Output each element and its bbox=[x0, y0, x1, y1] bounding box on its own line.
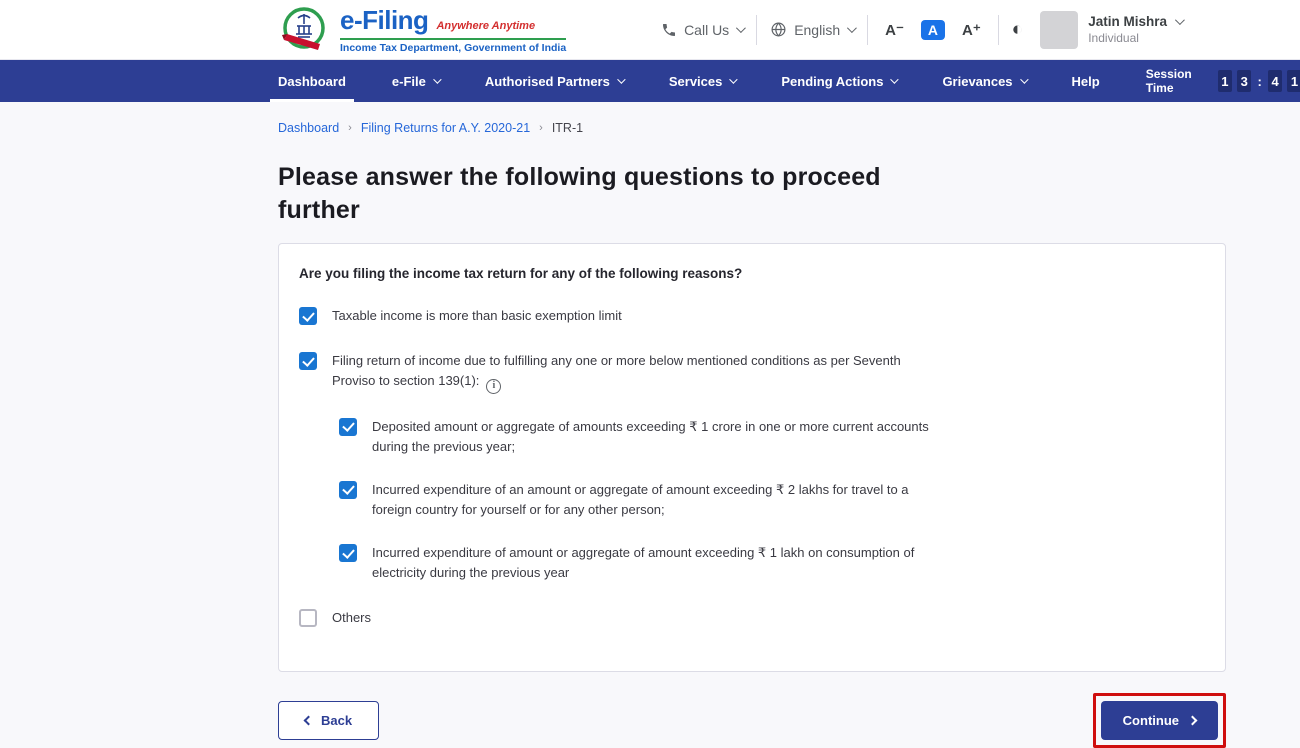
question-text: Are you filing the income tax return for any of the following reasons? bbox=[299, 266, 743, 281]
chevron-right-icon: › bbox=[539, 122, 543, 134]
chevron-down-icon bbox=[1175, 15, 1185, 25]
chevron-down-icon bbox=[736, 23, 746, 33]
session-timer bbox=[1146, 60, 1300, 102]
option-row-others: Others bbox=[299, 608, 1205, 628]
main-content bbox=[0, 102, 1300, 748]
india-emblem-icon bbox=[278, 4, 330, 56]
chevron-down-icon bbox=[617, 75, 625, 83]
nav-item-efile[interactable]: e-File bbox=[392, 60, 439, 102]
red-highlight-annotation bbox=[1093, 693, 1226, 748]
call-us-menu[interactable] bbox=[661, 22, 743, 38]
main-nav bbox=[0, 60, 1300, 102]
session-digit: 1 bbox=[1218, 70, 1232, 92]
logo-tagline: Anywhere Anytime bbox=[436, 20, 536, 32]
phone-icon bbox=[661, 22, 677, 38]
nav-item-authorised-partners[interactable]: Authorised Partners bbox=[485, 60, 623, 102]
chevron-left-icon bbox=[304, 715, 314, 725]
nav-item-pending-actions[interactable]: Pending Actions bbox=[781, 60, 896, 102]
checkbox-seventh-proviso[interactable] bbox=[299, 352, 317, 370]
breadcrumb-current: ITR-1 bbox=[551, 121, 584, 135]
checkbox-electricity-1-lakh[interactable] bbox=[339, 544, 357, 562]
logo-subtitle: Income Tax Department, Government of India bbox=[340, 42, 567, 54]
top-header bbox=[0, 0, 1300, 60]
user-name: Jatin Mishra bbox=[1088, 14, 1167, 29]
chevron-right-icon: › bbox=[348, 122, 352, 134]
checkbox-travel-2-lakhs[interactable] bbox=[339, 481, 357, 499]
user-role: Individual bbox=[1088, 31, 1139, 45]
breadcrumb-dashboard[interactable]: Dashboard bbox=[278, 121, 340, 135]
breadcrumb bbox=[278, 102, 1300, 135]
user-menu[interactable] bbox=[1040, 11, 1182, 49]
language-menu[interactable] bbox=[770, 21, 854, 38]
sub-option-row-travel: Incurred expenditure of an amount or aggregate of amount exceeding ₹ 2 lakhs for travel to a foreign country for yourself or for any other person; bbox=[339, 480, 1205, 520]
nav-item-grievances[interactable]: Grievances bbox=[942, 60, 1025, 102]
option-row-seventh-proviso: Filing return of income due to fulfilling any one or more below mentioned conditions as per Seventh Proviso to section 139(1):i bbox=[299, 351, 1205, 393]
call-us-label: Call Us bbox=[684, 21, 730, 38]
logo-divider bbox=[340, 38, 566, 40]
logo-title: e-Filing bbox=[340, 5, 429, 35]
chevron-down-icon bbox=[433, 75, 441, 83]
divider bbox=[998, 15, 999, 45]
nav-item-dashboard[interactable]: Dashboard bbox=[278, 60, 346, 102]
checkbox-deposit-1-crore[interactable] bbox=[339, 418, 357, 436]
breadcrumb-filing-returns[interactable]: Filing Returns for A.Y. 2020-21 bbox=[360, 121, 531, 135]
chevron-down-icon bbox=[847, 23, 857, 33]
session-digit-colon: : bbox=[1257, 73, 1262, 89]
font-size-decrease-button[interactable]: A⁻ bbox=[885, 21, 904, 39]
checkbox-taxable-income[interactable] bbox=[299, 307, 317, 325]
option-row-taxable-income: Taxable income is more than basic exemption limit bbox=[299, 306, 1205, 326]
footer-actions bbox=[278, 693, 1226, 748]
globe-icon bbox=[770, 21, 787, 38]
sub-option-row-electricity: Incurred expenditure of amount or aggregate of amount exceeding ₹ 1 lakh on consumption of electricity during the previous year bbox=[339, 543, 1205, 583]
divider bbox=[756, 15, 757, 45]
session-digit: 3 bbox=[1237, 70, 1251, 92]
language-label: English bbox=[794, 21, 841, 38]
session-digit: 1 bbox=[1287, 70, 1300, 92]
font-size-normal-button[interactable]: A bbox=[921, 20, 945, 40]
nav-item-help[interactable]: Help bbox=[1071, 73, 1100, 89]
efiling-logo bbox=[278, 4, 566, 56]
session-time-label: Session Time bbox=[1145, 67, 1192, 95]
page-title: Please answer the following questions to proceed further bbox=[278, 163, 881, 224]
contrast-toggle-icon[interactable]: ◐ bbox=[1011, 19, 1024, 40]
session-digit: 4 bbox=[1268, 70, 1282, 92]
chevron-down-icon bbox=[891, 75, 899, 83]
nav-item-services[interactable]: Services bbox=[669, 60, 736, 102]
chevron-down-icon bbox=[1020, 75, 1028, 83]
info-icon[interactable] bbox=[486, 379, 501, 394]
back-button[interactable]: Back bbox=[278, 701, 379, 740]
divider bbox=[867, 15, 868, 45]
checkbox-others[interactable] bbox=[299, 609, 317, 627]
chevron-right-icon bbox=[1188, 715, 1198, 725]
continue-button[interactable]: Continue bbox=[1101, 701, 1218, 740]
font-size-increase-button[interactable]: A⁺ bbox=[961, 21, 981, 39]
chevron-down-icon bbox=[730, 75, 738, 83]
sub-option-row-deposit: Deposited amount or aggregate of amounts exceeding ₹ 1 crore in one or more current accounts during the previous year; bbox=[339, 417, 1205, 457]
questions-card bbox=[278, 243, 1226, 672]
avatar bbox=[1040, 11, 1078, 49]
